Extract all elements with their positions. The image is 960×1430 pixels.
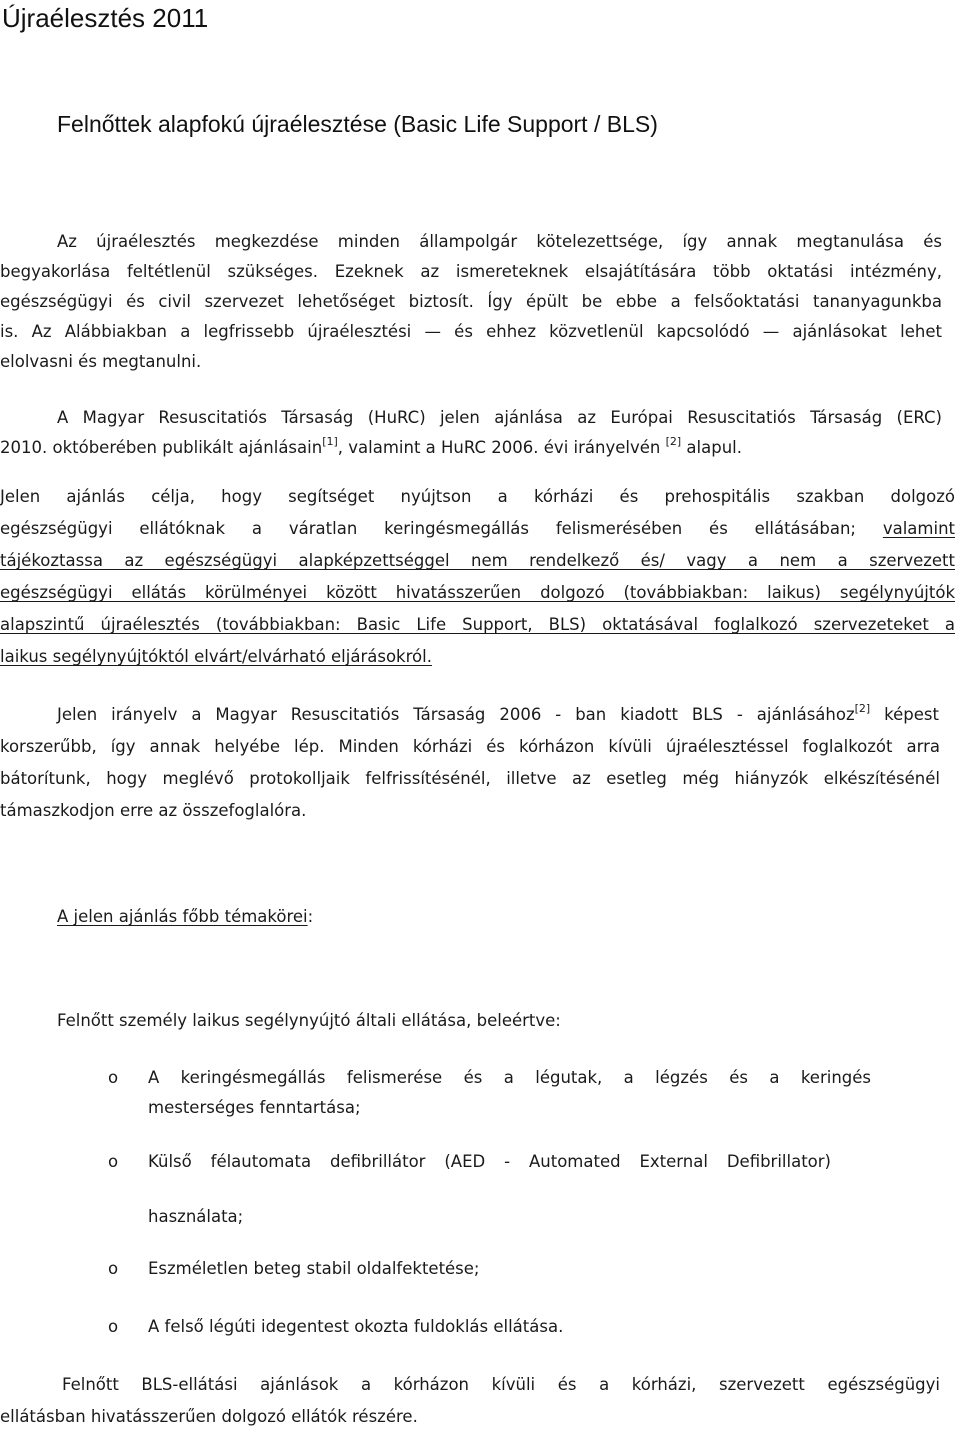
intro-line: elolvasni és megtanulni. [0, 352, 202, 371]
list-bullet: o [108, 1068, 119, 1087]
reference-1: [1] [322, 435, 338, 448]
topics-heading [57, 905, 313, 929]
intro-line: is. Az Alábbiakban a legfrissebb újraélesztési — és ehhez közvetlenül kapcsolódó — ajánlásokat lehet [0, 322, 942, 341]
list-bullet: o [108, 1317, 119, 1336]
reference-2: [2] [665, 435, 682, 448]
list-item-continuation: használata; [148, 1207, 244, 1226]
list-item: A keringésmegállás felismerése és a légutak, a légzés és a keringés [148, 1068, 871, 1087]
guideline-line [57, 703, 939, 727]
purpose-underlined-line: alapszintű újraélesztés (továbbiakban: Basic Life Support, BLS) oktatásával foglalkozó szervezeteket a [0, 615, 955, 634]
topics-heading-text: A jelen ajánlás főbb témakörei [57, 907, 308, 926]
guideline-text: Jelen irányelv a Magyar Resuscitatiós Társaság 2006 - ban kiadott BLS - ajánlásához [57, 705, 855, 724]
guideline-line: korszerűbb, így annak helyébe lép. Minden kórházi és kórházon kívüli újraélesztéssel foglalkozót arra [0, 737, 940, 756]
list-item: Eszméletlen beteg stabil oldalfektetése; [148, 1259, 480, 1278]
reference-2: [2] [854, 702, 871, 715]
guideline-line: támaszkodjon erre az összefoglalóra. [0, 801, 307, 820]
purpose-underlined-line: egészségügyi ellátás körülményei között hivatásszerűen dolgozó (továbbiakban: laikus) segélynyújtók [0, 583, 955, 602]
hurc-line: A Magyar Resuscitatiós Társaság (HuRC) jelen ajánlása az Európai Resuscitatiós Társaság (ERC) [57, 408, 942, 427]
topics-colon: : [307, 907, 314, 926]
list-item: A felső légúti idegentest okozta fuldoklás ellátása. [148, 1317, 564, 1336]
section-heading: Felnőttek alapfokú újraélesztése (Basic Life Support / BLS) [57, 111, 658, 137]
list-item: Külső félautomata defibrillátor (AED - Automated External Defibrillator) [148, 1152, 831, 1171]
purpose-line: Jelen ajánlás célja, hogy segítséget nyújtson a kórházi és prehospitális szakban dolgozó [0, 487, 955, 506]
purpose-underlined-line: tájékoztassa az egészségügyi alapképzettséggel nem rendelkező és/ vagy a nem a szervezett [0, 551, 955, 570]
guideline-line: bátorítunk, hogy meglévő protokolljaik felfrissítésénél, illetve az esetleg még hiányzók elkészítésénél [0, 769, 940, 788]
list-bullet: o [108, 1152, 119, 1171]
hurc-text: alapul. [681, 438, 742, 457]
guideline-text: képest [870, 705, 939, 724]
intro-line: begyakorlása feltétlenül szükséges. Ezeknek az ismereteknek elsajátítására több oktatási intézmény, [0, 262, 942, 281]
purpose-underlined-text: valamint [882, 519, 955, 538]
closing-line: Felnőtt BLS-ellátási ajánlások a kórházon kívüli és a kórházi, szervezett egészségügyi [62, 1375, 940, 1394]
document-title: Újraélesztés 2011 [2, 3, 209, 33]
purpose-underlined-line: laikus segélynyújtóktól elvárt/elvárható eljárásokról. [0, 647, 432, 666]
hurc-text: 2010. októberében publikált ajánlásain [0, 438, 323, 457]
list-item-continuation: mesterséges fenntartása; [148, 1098, 361, 1117]
topics-subheading: Felnőtt személy laikus segélynyújtó általi ellátása, beleértve: [57, 1011, 561, 1030]
list-bullet: o [108, 1259, 119, 1278]
intro-line: Az újraélesztés megkezdése minden állampolgár kötelezettsége, így annak megtanulása és [57, 232, 942, 251]
intro-line: egészségügyi és civil szervezet lehetőséget biztosít. Így épült be ebbe a felsőoktatási tananyagunkba [0, 292, 942, 311]
purpose-line [0, 517, 955, 541]
closing-line: ellátásban hivatásszerűen dolgozó ellátók részére. [0, 1407, 418, 1426]
hurc-line [0, 436, 742, 460]
purpose-text: egészségügyi ellátóknak a váratlan keringésmegállás felismerésében és ellátásában; [0, 519, 883, 538]
hurc-text: , valamint a HuRC 2006. évi irányelvén [337, 438, 661, 457]
